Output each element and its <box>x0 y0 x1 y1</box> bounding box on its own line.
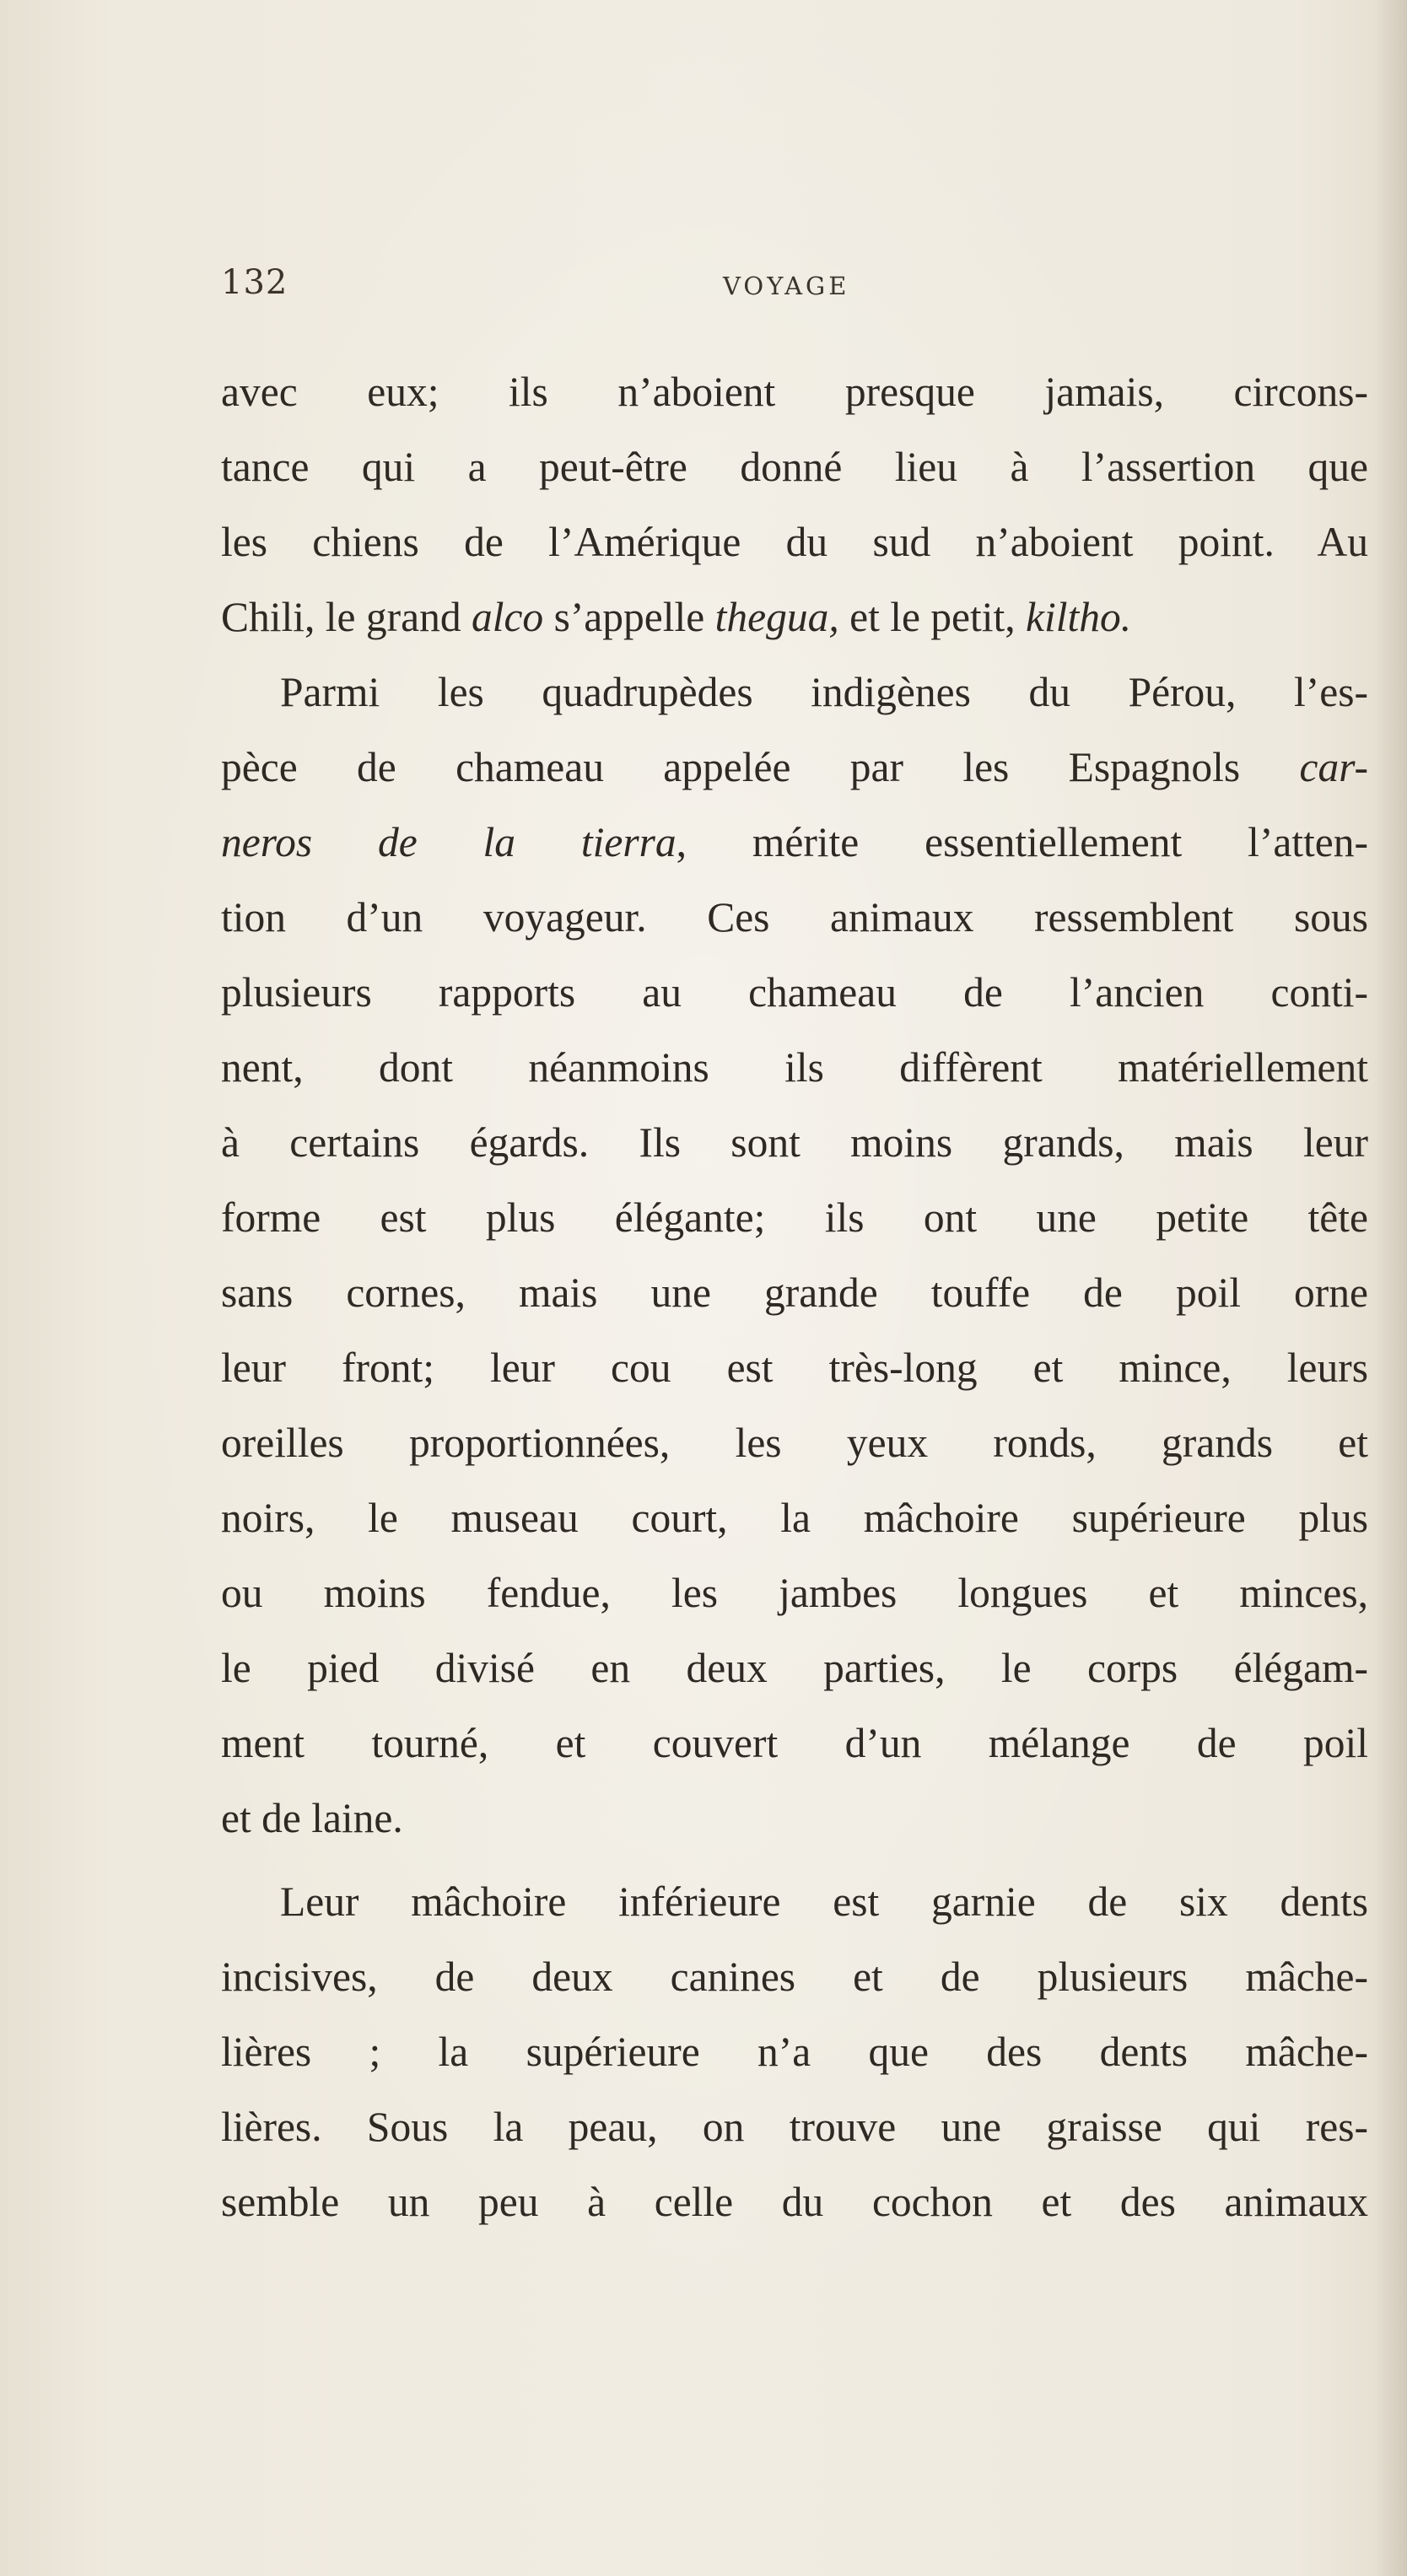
text-line: lières. Sous la peau, on trouve une graisse qui res- <box>221 2104 1368 2150</box>
text-line: forme est plus élégante; ils ont une petite tête <box>221 1194 1368 1241</box>
italic-term: thegua, <box>714 594 839 640</box>
text-line: les chiens de l’Amérique du sud n’aboient point. Au <box>221 519 1368 565</box>
italic-term: neros de la tierra <box>221 819 677 865</box>
paragraph-first-line: Parmi les quadrupèdes indigènes du Pérou, l’es- <box>280 669 1368 715</box>
text-line: à certains égards. Ils sont moins grands, mais leur <box>221 1119 1368 1166</box>
text-line: nent, dont néanmoins ils diffèrent matériellement <box>221 1044 1368 1091</box>
text-line: le pied divisé en deux parties, le corps élégam- <box>221 1645 1368 1691</box>
text-line: oreilles proportionnées, les yeux ronds, grands et <box>221 1420 1368 1466</box>
running-head <box>221 263 1368 314</box>
text-line: plusieurs rapports au chameau de l’ancien conti- <box>221 969 1368 1016</box>
text-line: tance qui a peut-être donné lieu à l’assertion que <box>221 444 1368 490</box>
text-line: et de laine. <box>221 1795 403 1841</box>
body-text <box>221 354 1368 2239</box>
text-line: ou moins fendue, les jambes longues et minces, <box>221 1570 1368 1616</box>
text-line: semble un peu à celle du cochon et des animaux <box>221 2179 1368 2225</box>
paragraph-first-line: Leur mâchoire inférieure est garnie de six dents <box>280 1878 1368 1925</box>
italic-term: car- <box>1299 744 1368 790</box>
text-line: neros de la tierra, mérite essentiellement l’atten- <box>221 819 1369 865</box>
text-line: tion d’un voyageur. Ces animaux ressemblent sous <box>221 894 1368 940</box>
text-line: incisives, de deux canines et de plusieurs mâche- <box>221 1954 1368 2000</box>
text-line: ment tourné, et couvert d’un mélange de poil <box>221 1720 1368 1766</box>
text-line: noirs, le museau court, la mâchoire supérieure plus <box>221 1495 1368 1541</box>
page-number: 132 <box>221 263 288 302</box>
text-line: lières ; la supérieure n’a que des dents mâche- <box>221 2029 1368 2075</box>
text-line: Chili, le grand alco s’appelle thegua, et le petit, kiltho. <box>221 594 1132 640</box>
page-edge-shadow <box>1373 0 1407 2576</box>
text-line: sans cornes, mais une grande touffe de poil orne <box>221 1269 1368 1316</box>
italic-term: alco <box>471 594 544 640</box>
text-line: leur front; leur cou est très-long et mince, leurs <box>221 1345 1368 1391</box>
text-line: avec eux; ils n’aboient presque jamais, circons- <box>221 369 1368 415</box>
running-title: VOYAGE <box>723 272 850 300</box>
italic-term: kiltho. <box>1026 594 1132 640</box>
text-line: pèce de chameau appelée par les Espagnols car- <box>221 744 1368 790</box>
